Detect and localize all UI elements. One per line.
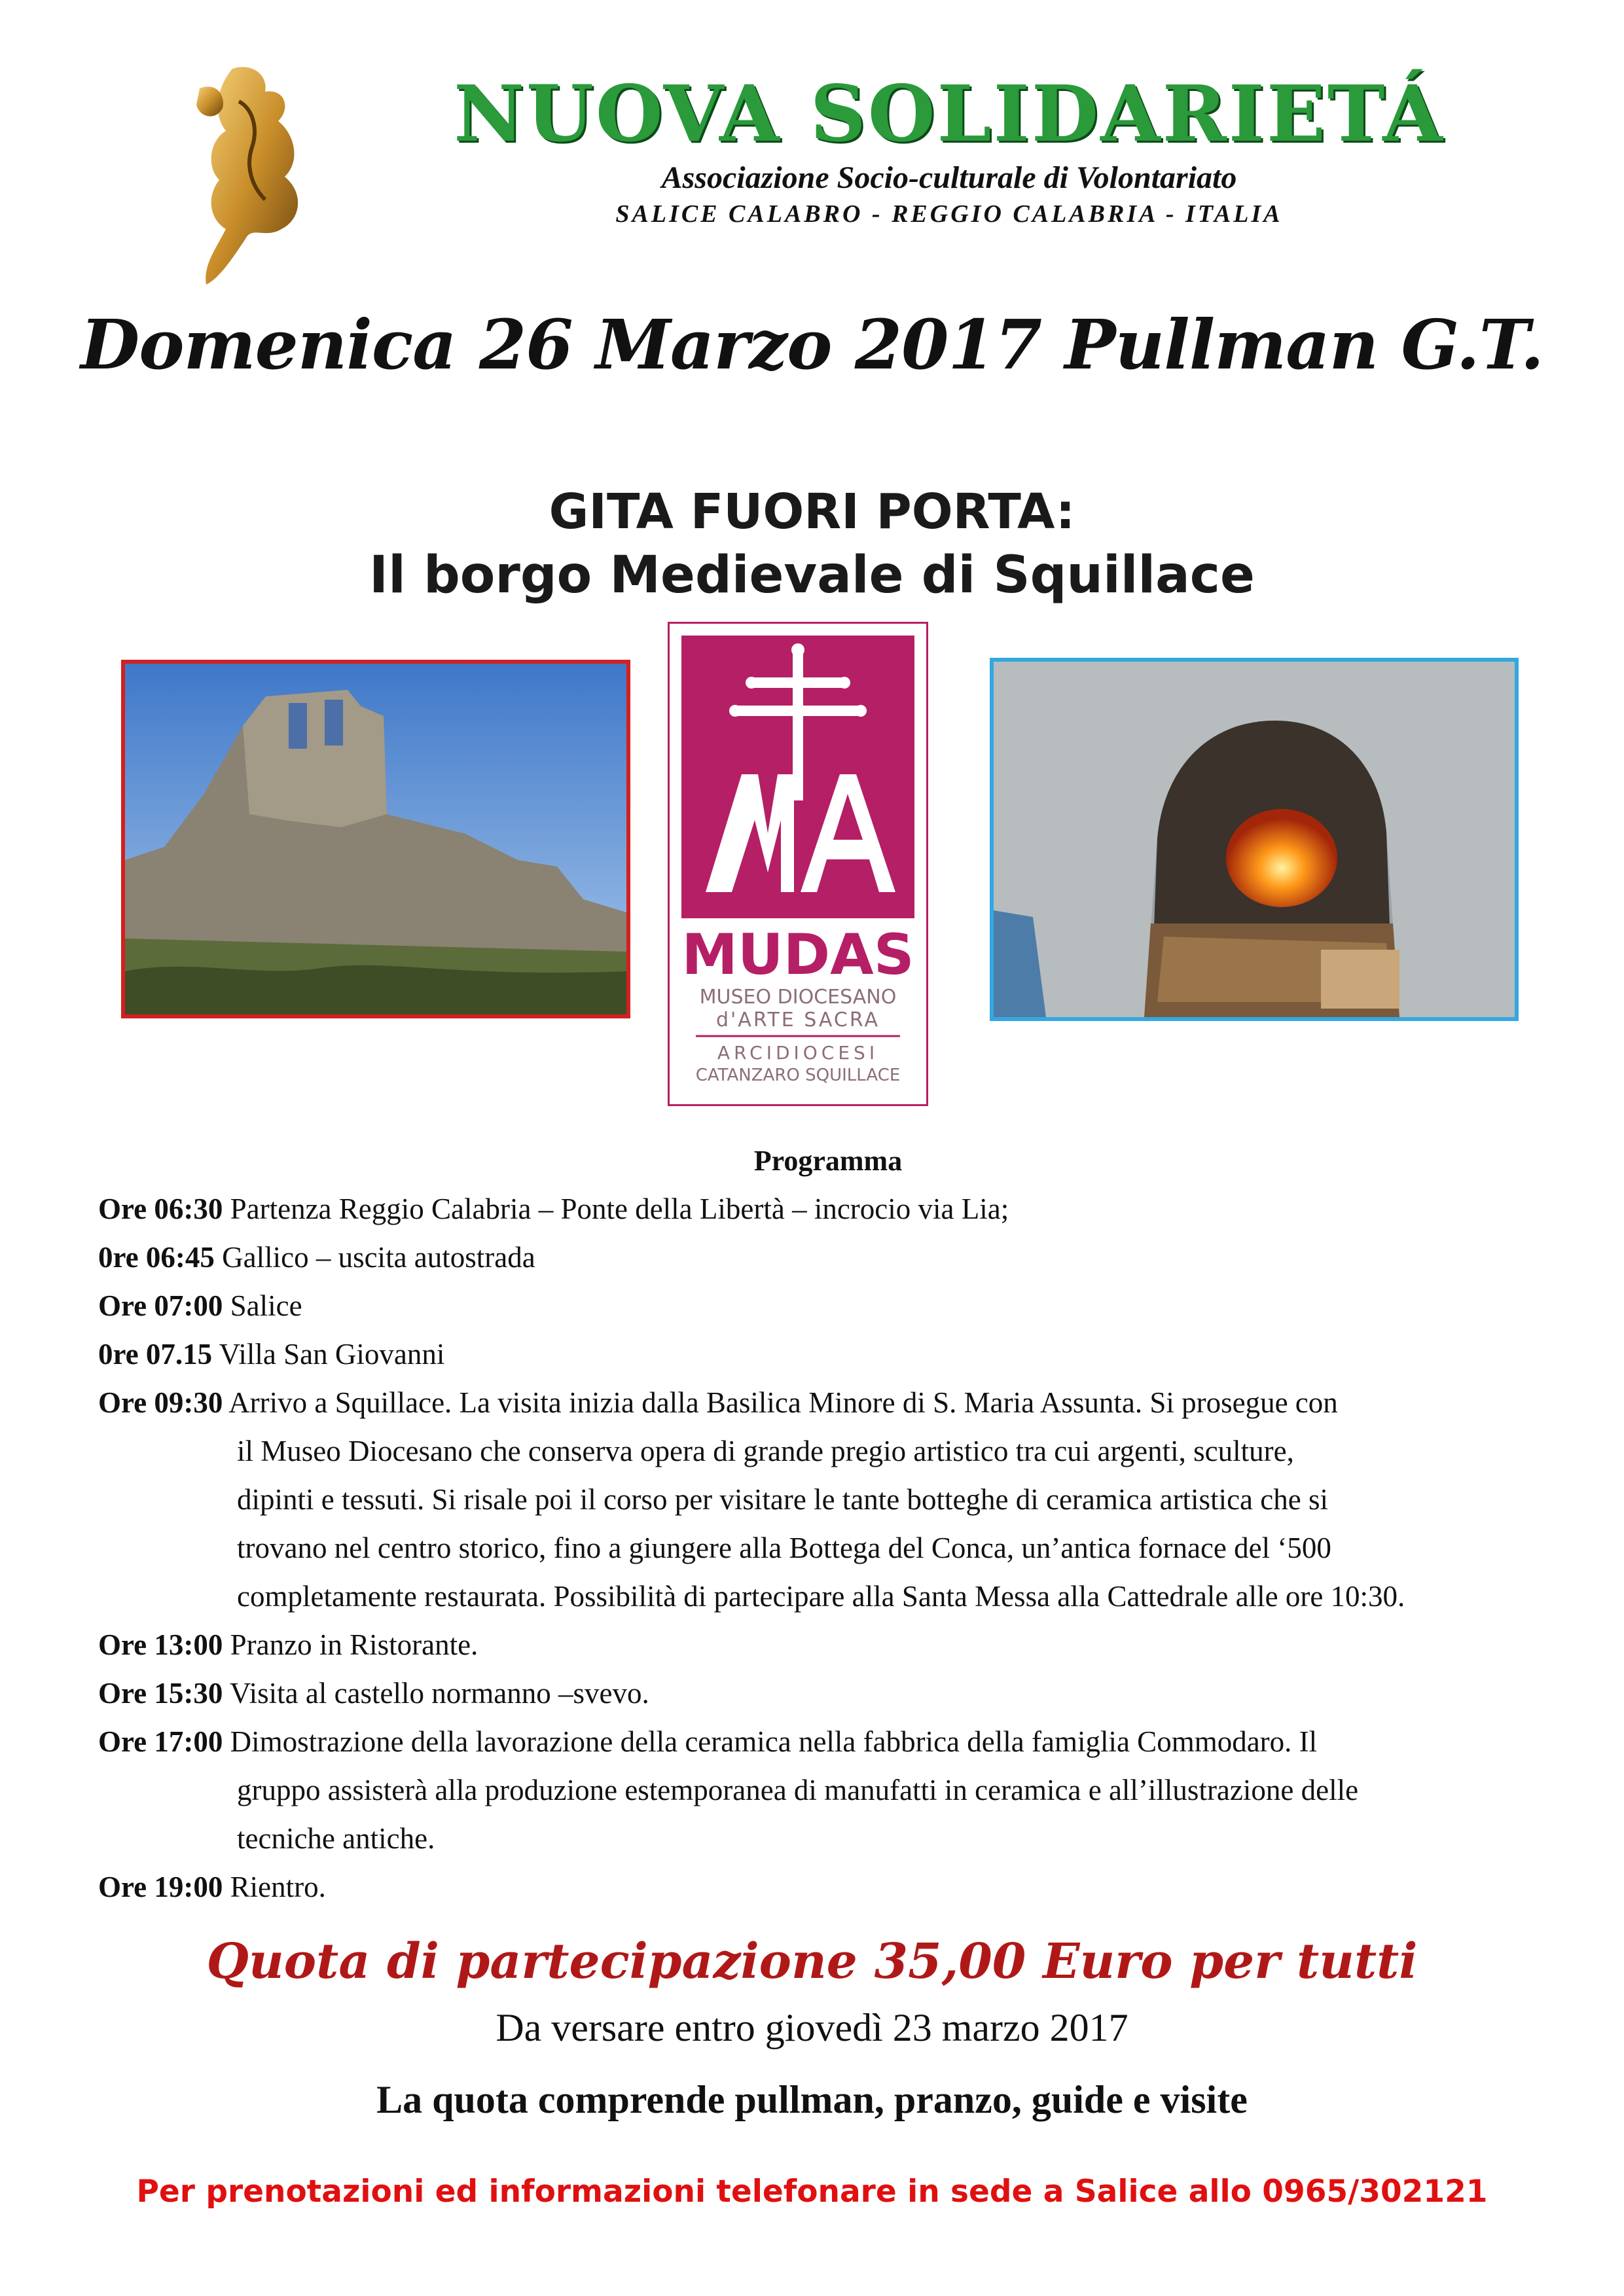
program-continuation: gruppo assisterà alla produzione estemporanea di manufatti in ceramica e all’illustrazione delle: [237, 1774, 1359, 1806]
program-heading: Programma: [753, 1145, 903, 1177]
program-text: Salice: [230, 1289, 302, 1322]
org-location: SALICE CALABRO - REGGIO CALABRIA - ITALIA: [615, 200, 1283, 228]
program-continuation: il Museo Diocesano che conserva opera di grande pregio artistico tra cui argenti, sculture,: [237, 1435, 1294, 1467]
program-item: [98, 1630, 478, 1660]
program-item: [98, 1873, 326, 1902]
org-subtitle: Associazione Socio-culturale di Volontariato: [661, 160, 1237, 195]
mudas-line4: CATANZARO SQUILLACE: [695, 1066, 901, 1085]
program-text: Visita al castello normanno –svevo.: [229, 1677, 649, 1710]
program-time: Ore 07:00: [98, 1289, 223, 1322]
program-item: [98, 1291, 302, 1321]
mudas-line2: d'ARTE SACRA: [716, 1009, 880, 1031]
event-date: Domenica 26 Marzo 2017 Pullman G.T.: [81, 304, 1543, 385]
program-continuation: dipinti e tessuti. Si risale poi il corso per visitare le tante botteghe di ceramica artistica che si: [237, 1483, 1328, 1516]
kiln-photo: [990, 658, 1519, 1021]
program-item: [98, 1727, 1317, 1757]
program-text: Gallico – uscita autostrada: [222, 1241, 535, 1274]
program-text: Villa San Giovanni: [219, 1338, 445, 1371]
program-continuation: trovano nel centro storico, fino a giungere alla Bottega del Conca, un’antica fornace del ‘500: [237, 1532, 1331, 1564]
mudas-name: MUDAS: [681, 922, 914, 988]
program-text: Rientro.: [230, 1871, 326, 1903]
trip-subtitle: Il borgo Medievale di Squillace: [369, 546, 1255, 605]
program-continuation: tecniche antiche.: [237, 1822, 435, 1855]
golden-figure-icon: [154, 62, 370, 288]
program-time: Ore 17:00: [98, 1725, 223, 1758]
booking-info: Per prenotazioni ed informazioni telefonare in sede a Salice allo 0965/302121: [136, 2174, 1488, 2210]
program-time: 0re 07.15: [98, 1338, 213, 1371]
program-time: Ore 06:30: [98, 1193, 223, 1225]
mudas-line3: ARCIDIOCESI: [717, 1042, 879, 1064]
org-name: NUOVA SOLIDARIETÁ: [454, 68, 1445, 159]
castle-photo: [121, 660, 630, 1018]
trip-title: GITA FUORI PORTA:: [549, 484, 1075, 540]
quota-includes: La quota comprende pullman, pranzo, guide e visite: [376, 2078, 1248, 2121]
mudas-line1: MUSEO DIOCESANO: [699, 986, 897, 1009]
program-time: Ore 19:00: [98, 1871, 223, 1903]
quota-deadline: Da versare entro giovedì 23 marzo 2017: [496, 2006, 1128, 2049]
mudas-logo: [668, 622, 928, 1106]
program-text: Pranzo in Ristorante.: [230, 1628, 478, 1661]
program-continuation: completamente restaurata. Possibilità di partecipare alla Santa Messa alla Cattedrale alle ore 10:30.: [237, 1580, 1405, 1613]
program-item: [98, 1679, 649, 1708]
program-time: Ore 09:30: [98, 1386, 223, 1419]
program-text: Partenza Reggio Calabria – Ponte della Libertà – incrocio via Lia;: [230, 1193, 1009, 1225]
program-time: Ore 13:00: [98, 1628, 223, 1661]
program-time: Ore 15:30: [98, 1677, 223, 1710]
program-item: [98, 1194, 1009, 1224]
program-item: [98, 1388, 1338, 1418]
program-text: Dimostrazione della lavorazione della ceramica nella fabbrica della famiglia Commodaro. Il: [230, 1725, 1318, 1758]
program-item: [98, 1340, 444, 1369]
program-item: [98, 1243, 535, 1272]
program-time: 0re 06:45: [98, 1241, 215, 1274]
quota-title: Quota di partecipazione 35,00 Euro per tutti: [206, 1933, 1418, 1990]
program-text: Arrivo a Squillace. La visita inizia dalla Basilica Minore di S. Maria Assunta. Si prosegue con: [228, 1386, 1338, 1419]
